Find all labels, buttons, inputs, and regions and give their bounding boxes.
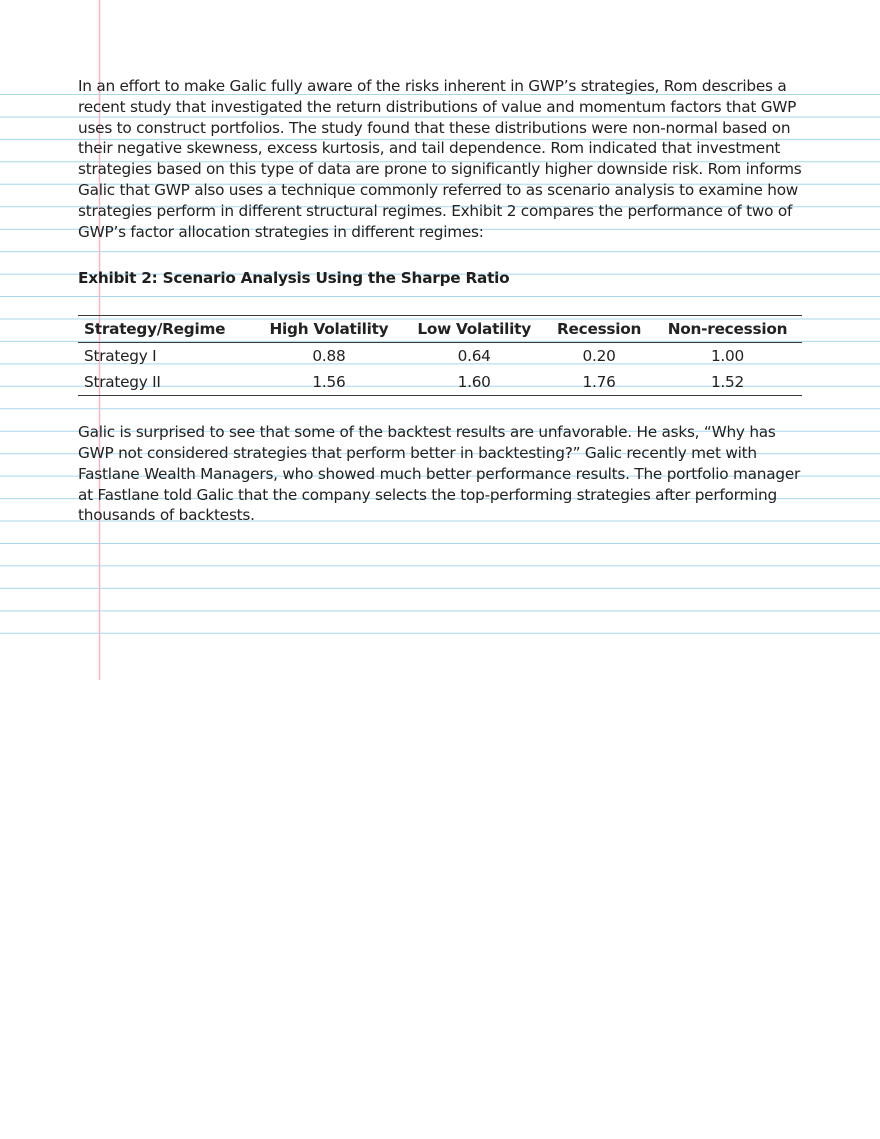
- intro-paragraph: In an effort to make Galic fully aware of the risks inherent in GWP’s strategies, Rom describes a recent study that investigated the return distributions of value and momentum factors that GWP uses to construct portfolios. The study found that these distributions were non-normal based on their negative skewness, excess kurtosis, and tail dependence. Rom indicated that investment strategies based on this type of data are prone to significantly higher downside risk. Rom informs Galic that GWP also uses a technique commonly referred to as scenario analysis to examine how strategies perform in different structural regimes. Exhibit 2 compares the performance of two of GWP’s factor allocation strategies in different regimes:: [78, 77, 802, 241]
- table-row: [78, 343, 802, 370]
- cell-value: 1.76: [582, 373, 616, 392]
- cell-value: 1.60: [457, 373, 491, 392]
- closing-paragraph: Galic is surprised to see that some of the backtest results are unfavorable. He asks, “Why has GWP not considered strategies that perform better in backtesting?” Galic recently met with Fastlane Wealth Managers, who showed much better performance results. The portfolio manager at Fastlane told Galic that the company selects the top-performing strategies after performing thousands of backtests.: [78, 423, 801, 525]
- cell-value: 1.00: [710, 347, 744, 366]
- cell-value: 0.88: [312, 347, 346, 366]
- column-header-strategy: Strategy/Regime: [84, 320, 226, 339]
- column-header-non-recession: Non-recession: [667, 320, 788, 339]
- table-row: [78, 369, 802, 396]
- column-header-recession: Recession: [556, 320, 642, 339]
- sharpe-ratio-table: [78, 315, 802, 396]
- column-header-low-volatility: Low Volatility: [417, 320, 531, 339]
- table-header-row: [78, 316, 802, 343]
- cell-value: 1.56: [312, 373, 346, 392]
- row-label-strategy-i: Strategy I: [84, 347, 157, 366]
- cell-value: 0.64: [457, 347, 491, 366]
- cell-value: 0.20: [582, 347, 616, 366]
- column-header-high-volatility: High Volatility: [269, 320, 389, 339]
- exhibit-title: Exhibit 2: Scenario Analysis Using the Sharpe Ratio: [78, 269, 510, 288]
- row-label-strategy-ii: Strategy II: [84, 373, 161, 392]
- document-content: [78, 76, 802, 526]
- cell-value: 1.52: [710, 373, 744, 392]
